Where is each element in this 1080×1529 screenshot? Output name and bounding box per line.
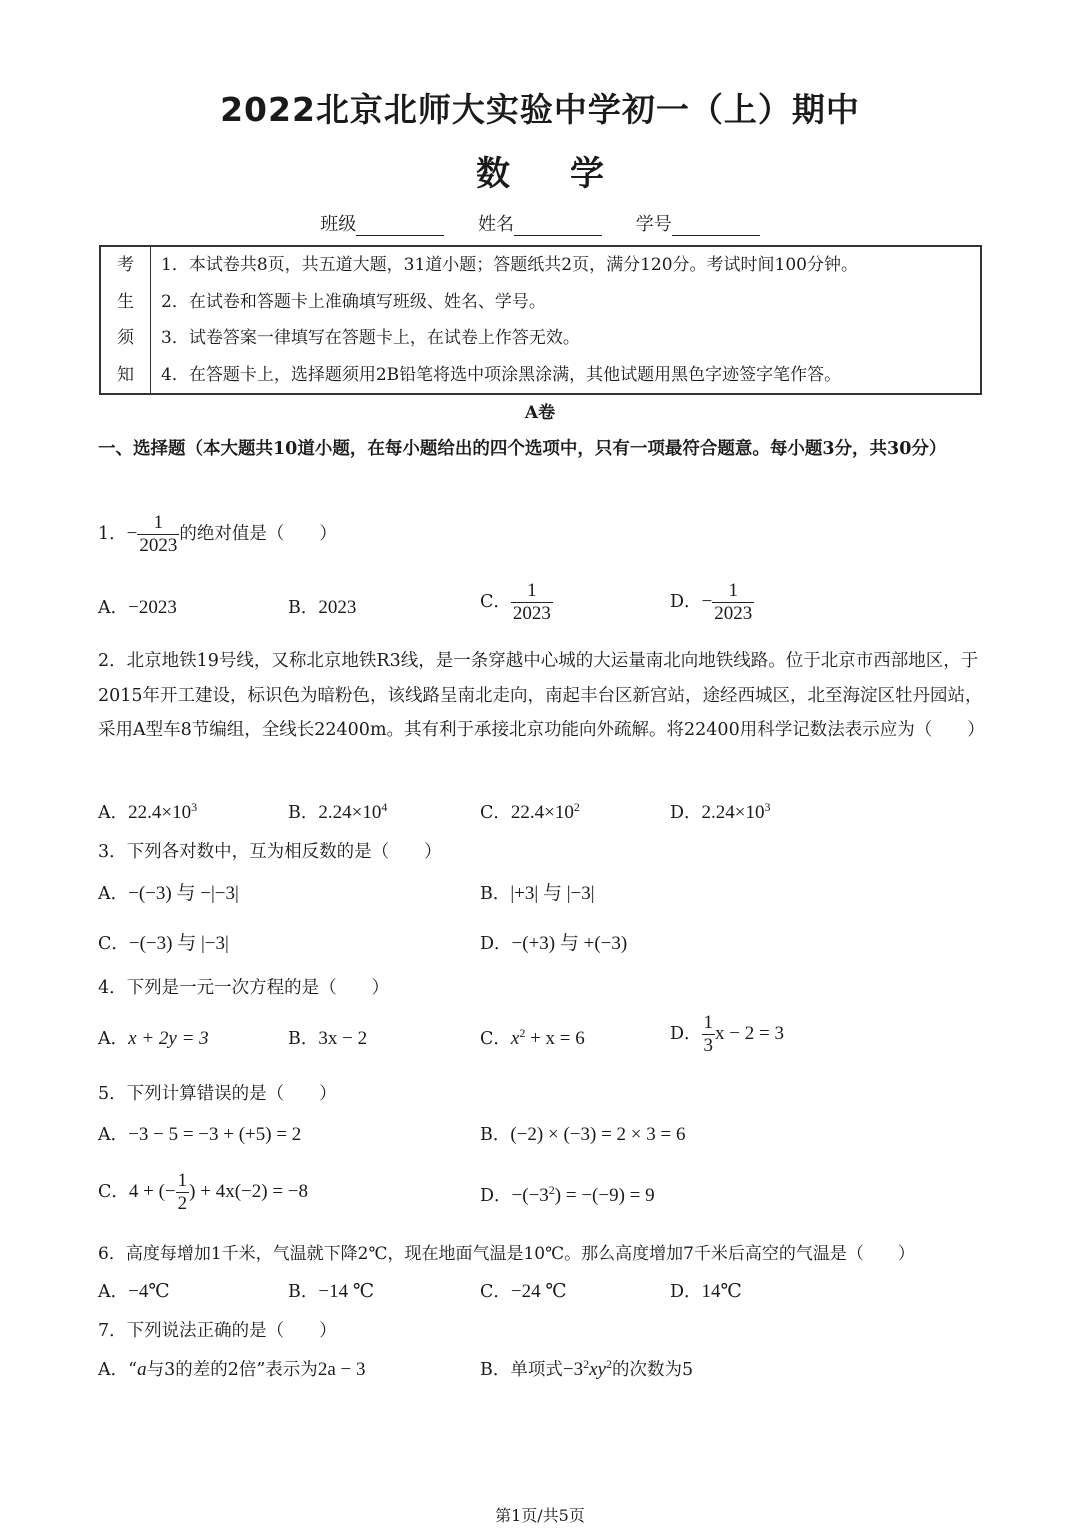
- question-4-option-a[interactable]: [98, 1025, 209, 1050]
- option-label: B．: [288, 803, 319, 823]
- notice-item: 2．在试卷和答题卡上准确填写班级、姓名、学号。: [161, 291, 546, 312]
- question-2-option-a[interactable]: [98, 799, 197, 824]
- option-value: 14℃: [701, 1281, 742, 1302]
- option-label: D．: [480, 934, 512, 954]
- question-6-option-d[interactable]: [670, 1278, 742, 1303]
- part-label: A卷: [524, 403, 556, 423]
- option-text: 与3的差的2倍”表示为: [146, 1360, 318, 1380]
- option-label: D．: [670, 1282, 702, 1302]
- question-6-option-c[interactable]: [480, 1278, 567, 1303]
- question-6-stem: 6．高度每增加1千米，气温就下降2℃，现在地面气温是10℃。那么高度增加7千米后高空的气温是（ ）: [98, 1244, 915, 1264]
- question-1-option-a[interactable]: [98, 594, 177, 619]
- notice-label-column: [101, 247, 151, 393]
- option-value: ) = −(−9) = 9: [554, 1185, 655, 1206]
- question-text: 的绝对值是（ ）: [179, 524, 337, 544]
- fraction-denominator: 2: [177, 1193, 188, 1214]
- question-7-option-b[interactable]: [480, 1356, 693, 1381]
- variable: a: [137, 1359, 147, 1380]
- exponent: 2: [519, 1026, 526, 1041]
- class-field[interactable]: [320, 210, 444, 236]
- option-label: A．: [98, 1360, 129, 1380]
- question-5-option-c[interactable]: [98, 1170, 308, 1215]
- fraction: [176, 1170, 190, 1215]
- fraction-denominator: 2023: [139, 535, 178, 556]
- exponent: 2: [548, 1183, 555, 1198]
- option-value: −(−3: [511, 1185, 549, 1206]
- student-info-row: [0, 210, 1080, 236]
- exam-notice-box: [99, 245, 982, 395]
- option-value: 2a − 3: [317, 1359, 366, 1380]
- option-label: C．: [480, 1029, 511, 1049]
- option-label: C．: [480, 1282, 511, 1302]
- exponent: 2: [605, 1357, 612, 1372]
- option-label: C．: [480, 803, 511, 823]
- option-value: −(−3) 与 |−3|: [128, 933, 229, 954]
- question-3-option-c[interactable]: [98, 928, 229, 955]
- option-value: −(+3) 与 +(−3): [511, 933, 628, 954]
- variable: xy: [589, 1359, 606, 1380]
- question-7-stem: 7．下列说法正确的是（ ）: [98, 1321, 337, 1341]
- option-value: + x = 6: [525, 1028, 585, 1049]
- option-label: D．: [670, 592, 702, 612]
- question-3-option-a[interactable]: [98, 878, 239, 905]
- id-label: 学号: [635, 214, 672, 235]
- notice-label-char: 生: [117, 291, 134, 312]
- notice-items: [161, 247, 976, 393]
- option-text: 的次数为5: [611, 1360, 694, 1380]
- exponent: 2: [583, 1357, 590, 1372]
- fraction-numerator: 1: [177, 1170, 188, 1191]
- option-value: −4℃: [128, 1281, 170, 1302]
- option-label: A．: [98, 1125, 129, 1145]
- minus-sign: −: [126, 523, 138, 544]
- question-5-option-d[interactable]: [480, 1182, 655, 1207]
- option-value: 22.4×10: [510, 802, 574, 823]
- name-label: 姓名: [478, 214, 514, 235]
- question-number: 1．: [98, 524, 127, 544]
- notice-label-char: 知: [117, 364, 134, 385]
- fraction-denominator: 2023: [512, 603, 551, 624]
- quote-mark: “: [128, 1360, 138, 1380]
- option-value: −(−3) 与 −|−3|: [128, 883, 239, 904]
- option-label: B．: [288, 598, 319, 618]
- option-value: (−2) × (−3) = 2 × 3 = 6: [510, 1124, 686, 1145]
- question-1-option-b[interactable]: [288, 594, 356, 619]
- option-label: A．: [98, 598, 129, 618]
- option-value: 4 + (−: [128, 1181, 176, 1202]
- option-value: −3 − 5 = −3 + (+5) = 2: [128, 1124, 302, 1145]
- option-text: 单项式: [510, 1360, 563, 1380]
- fraction-numerator: 1: [511, 580, 553, 603]
- option-value: 2.24×10: [701, 802, 765, 823]
- subject-title: [0, 146, 1080, 195]
- option-value: 22.4×10: [128, 802, 192, 823]
- option-label: A．: [98, 1029, 129, 1049]
- notice-label-char: 须: [117, 328, 134, 348]
- exponent: 3: [764, 800, 771, 815]
- option-label: B．: [288, 1029, 319, 1049]
- notice-item: 1．本试卷共8页，共五道大题，31道小题；答题纸共2页，满分120分。考试时间100分钟。: [161, 255, 858, 275]
- option-label: D．: [670, 803, 702, 823]
- option-value: −3: [562, 1359, 584, 1380]
- option-label: C．: [98, 934, 129, 954]
- fraction-denominator: 2023: [714, 603, 753, 624]
- class-label: 班级: [320, 214, 357, 235]
- option-label: B．: [480, 1360, 511, 1380]
- option-value: x + 2y = 3: [128, 1028, 209, 1049]
- question-2-option-b[interactable]: [288, 799, 387, 824]
- option-value: |+3| 与 |−3|: [510, 883, 595, 904]
- question-2-stem: 2．北京地铁19号线，又称北京地铁R3线，是一条穿越中心城的大运量南北向地铁线路。位于北京市西部地区，于2015年开工建设，标识色为暗粉色，该线路呈南北走向，南起丰台区新宫站，途经西城区，北至海淀区牡丹园站，采用A型车8节编组，全线长22400m。其有利于承接北京功能向外疏解。将22400用科学记数法表示应为（ ）: [98, 651, 985, 740]
- question-4-option-b[interactable]: [288, 1025, 367, 1050]
- variable: x: [510, 1028, 520, 1049]
- question-1-option-c[interactable]: [480, 580, 553, 625]
- section-heading: 一、选择题（本大题共10道小题，在每小题给出的四个选项中，只有一项最符合题意。每小题3分，共30分）: [98, 439, 947, 459]
- fraction: [712, 580, 754, 625]
- class-blank[interactable]: [356, 217, 444, 236]
- name-blank[interactable]: [514, 217, 602, 236]
- option-label: D．: [670, 1024, 702, 1044]
- fraction: [511, 580, 553, 625]
- fraction-numerator: 1: [712, 580, 754, 603]
- option-value: 2023: [318, 597, 357, 618]
- question-6-option-a[interactable]: [98, 1278, 170, 1303]
- option-value: −2023: [128, 597, 177, 618]
- question-3-option-b[interactable]: [480, 878, 595, 905]
- question-6-option-b[interactable]: [288, 1278, 374, 1303]
- option-value: ) + 4x(−2) = −8: [189, 1181, 308, 1202]
- option-label: C．: [98, 1182, 129, 1202]
- notice-label-char: 考: [117, 255, 134, 275]
- question-1-option-d[interactable]: [670, 580, 754, 625]
- question-3-option-d[interactable]: [480, 928, 627, 955]
- question-4-stem: 4．下列是一元一次方程的是（ ）: [98, 978, 390, 998]
- minus-sign: −: [701, 591, 713, 612]
- question-2-option-d[interactable]: [670, 799, 771, 824]
- fraction-numerator: 1: [137, 512, 179, 535]
- subject-char-1: 数: [476, 154, 510, 194]
- option-label: A．: [98, 1282, 129, 1302]
- question-1-stem: [98, 512, 337, 557]
- question-7-option-a[interactable]: [98, 1356, 365, 1381]
- option-value: 2.24×10: [318, 802, 382, 823]
- name-field[interactable]: [478, 210, 602, 236]
- notice-item: 3．试卷答案一律填写在答题卡上，在试卷上作答无效。: [161, 328, 580, 348]
- subject-char-2: 学: [570, 154, 604, 194]
- option-label: B．: [480, 884, 511, 904]
- question-5-stem: 5．下列计算错误的是（ ）: [98, 1084, 337, 1104]
- fraction: [702, 1012, 716, 1057]
- question-4-option-d[interactable]: [670, 1012, 784, 1057]
- option-value: −14 ℃: [318, 1281, 375, 1302]
- option-label: A．: [98, 884, 129, 904]
- exponent: 4: [381, 800, 388, 815]
- option-label: B．: [480, 1125, 511, 1145]
- question-4-option-c[interactable]: [480, 1025, 585, 1050]
- question-5-option-b[interactable]: [480, 1121, 685, 1146]
- fraction-denominator: 3: [703, 1035, 714, 1056]
- fraction-numerator: 1: [703, 1012, 714, 1033]
- option-label: A．: [98, 803, 129, 823]
- notice-item: 4．在答题卡上，选择题须用2B铅笔将选中项涂黑涂满，其他试题用黑色字迹签字笔作答。: [161, 364, 842, 385]
- id-blank[interactable]: [672, 217, 760, 236]
- option-label: D．: [480, 1186, 512, 1206]
- question-5-option-a[interactable]: [98, 1121, 301, 1146]
- option-label: C．: [480, 592, 511, 612]
- question-2-option-c[interactable]: [480, 799, 580, 824]
- exponent: 2: [573, 800, 580, 815]
- option-value: −24 ℃: [510, 1281, 567, 1302]
- exam-title: 2022北京北师大实验中学初一（上）期中: [220, 90, 860, 129]
- page-footer: 第1页/共5页: [495, 1506, 585, 1525]
- option-value: x − 2 = 3: [715, 1023, 784, 1044]
- id-field[interactable]: [636, 210, 760, 236]
- option-value: 3x − 2: [318, 1028, 368, 1049]
- fraction: [137, 512, 179, 557]
- exponent: 3: [191, 800, 198, 815]
- question-3-stem: 3．下列各对数中，互为相反数的是（ ）: [98, 842, 442, 862]
- option-label: B．: [288, 1282, 319, 1302]
